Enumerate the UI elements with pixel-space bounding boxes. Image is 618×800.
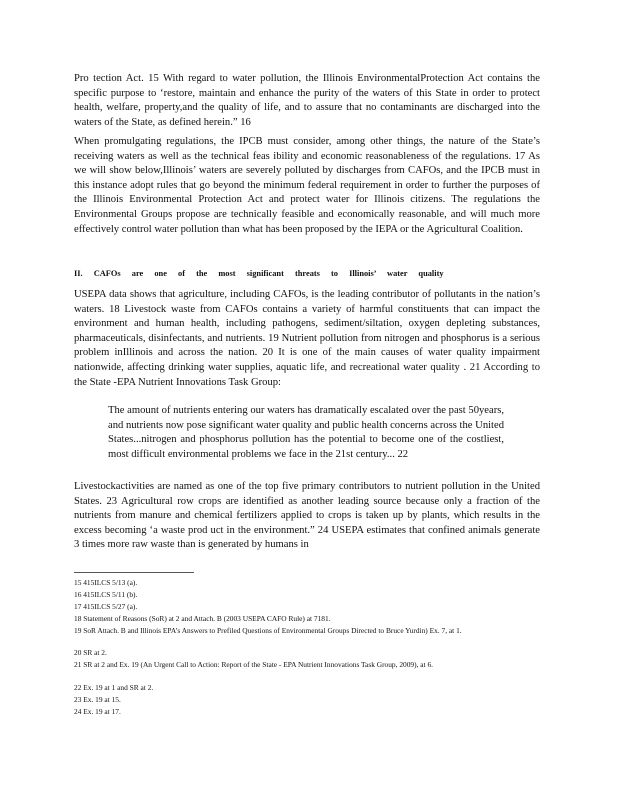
footnote-24: 24 Ex. 19 at 17. — [74, 707, 121, 716]
footnote-separator — [74, 572, 194, 573]
footnote-19: 19 SoR Attach. B and Illinois EPA’s Answers to Prefiled Questions of Environmental Groups Directed to Bruce Yurdin) Ex. 7, at 1. — [74, 626, 462, 635]
footnote-18: 18 Statement of Reasons (SoR) at 2 and Attach. B (2003 USEPA CAFO Rule) at 7181. — [74, 614, 331, 623]
footnote-21: 21 SR at 2 and Ex. 19 (An Urgent Call to Action: Report of the State - EPA Nutrient Innovations Task Group, 2009), at 6. — [74, 660, 433, 669]
paragraph-usepa-data: USEPA data shows that agriculture, including CAFOs, is the leading contributor of pollutants in the nation’s waters. 18 Livestock waste from CAFOs contains a variety of harmful constituents that can impact the environment and human health, including pathogens, sediment/siltation, oxygen depleting substances, pharmaceuticals, disinfectants, and nutrients. 19 Nutrient pollution from nitrogen and phosphorus is a serious problem inIllinois and across the nation. 20 It is one of the main causes of water quality impairment nationwide, affecting drinking water supplies, aquatic life, and recreational water quality . 21 According to the State -EPA Nutrient Innovations Task Group: — [74, 289, 540, 388]
paragraph-environmental-protection-act: Pro tection Act. 15 With regard to water pollution, the Illinois EnvironmentalProtection Act contains the specific purpose to ‘restore, maintain and enhance the purity of the waters of this State in order to protect health, welfare, property,and the quality of life, and to assure that no contaminants are discharged into the waters of the State, as defined herein.” 16 — [74, 73, 540, 128]
paragraph-ipcb-regulations: When promulgating regulations, the IPCB must consider, among other things, the nature of the State’s receiving waters as well as the technical feas ibility and economic reasonableness of the regulations. 17 As we will show below,Illinois’ waters are severely polluted by discharges from CAFOs, and the IPCB must in this instance adopt rules that go beyond the minimum federal requirement in order to further the purposes of the Illinois Environmental Protection Act and protect water for Illinois citizens. The regulations the Environmental Groups propose are technically feasible and economically reasonable, and will much more effectively control water pollution than what has been proposed by the IEPA or the Agricultural Coalition. — [74, 136, 540, 235]
footnote-20: 20 SR at 2. — [74, 648, 107, 657]
footnote-23: 23 Ex. 19 at 15. — [74, 695, 121, 704]
footnote-22: 22 Ex. 19 at 1 and SR at 2. — [74, 683, 154, 692]
footnote-15: 15 415ILCS 5/13 (a). — [74, 578, 138, 587]
footnote-17: 17 415ILCS 5/27 (a). — [74, 602, 138, 611]
footnote-16: 16 415ILCS 5/11 (b). — [74, 590, 138, 599]
block-quote-nutrient-task-group: The amount of nutrients entering our waters has dramatically escalated over the past 50years, and nutrients now pose significant water quality and public health concerns across the United States...nitrogen and phosphorus pollution has the potential to become one of the costliest, most difficult environmental problems we face in the 21st century... 22 — [108, 405, 504, 460]
section-heading: II. CAFOs are one of the most significant threats to Illinois’ water quality — [74, 269, 444, 278]
paragraph-livestock-activities: Livestockactivities are named as one of the top five primary contributors to nutrient pollution in the United States. 23 Agricultural row crops are identified as another leading source because only a fraction of the nutrients from manure and chemical fertilizers applied to crops is taken up by plants, which results in the excess becoming ‘a waste prod uct in the environment.” 24 USEPA estimates that confined animals generate 3 times more raw waste than is generated by humans in — [74, 481, 540, 551]
